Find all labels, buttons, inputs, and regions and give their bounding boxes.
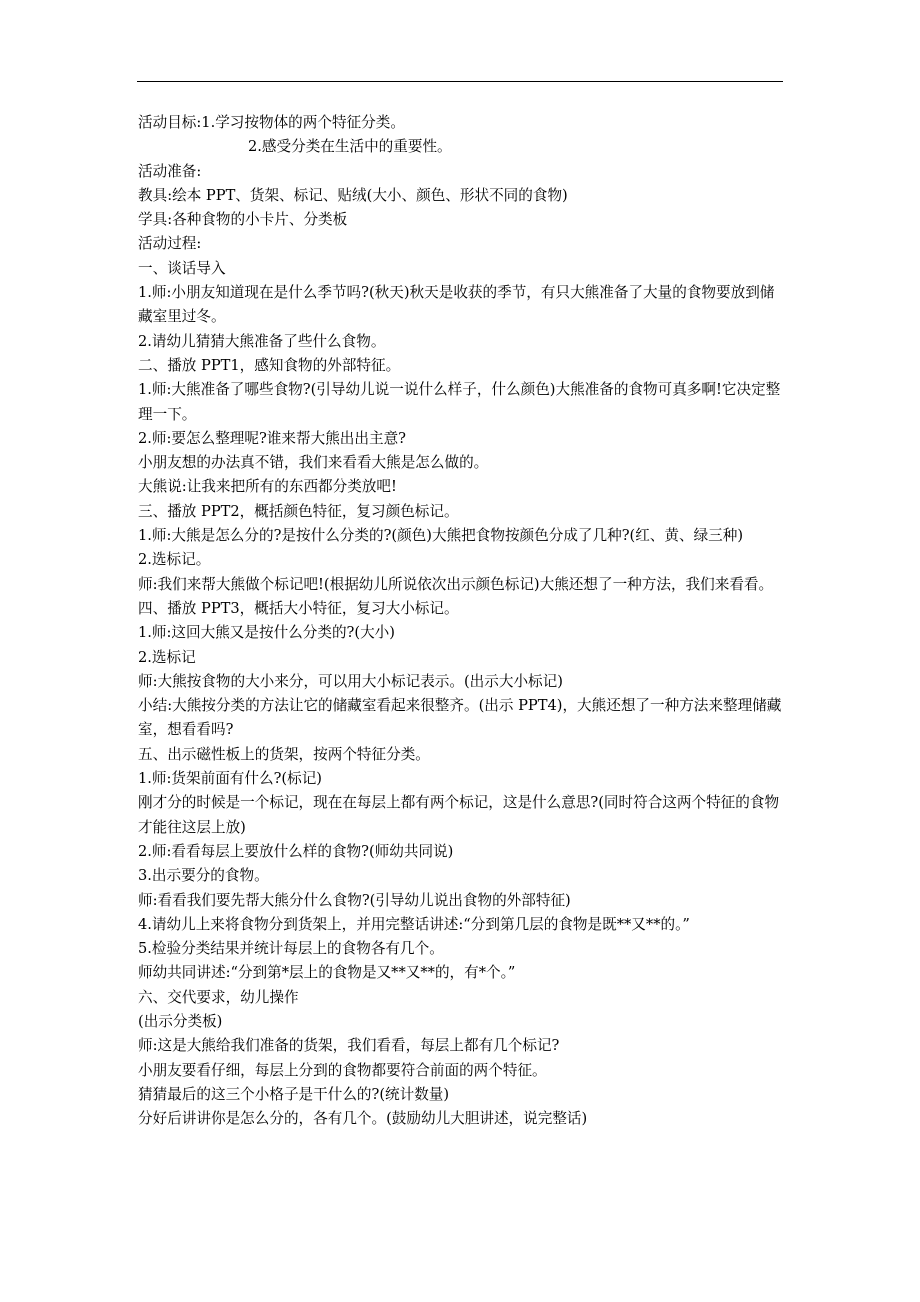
paragraph: 1.师:这回大熊又是按什么分类的?(大小) [138,624,395,642]
paragraph: 1.师:小朋友知道现在是什么季节吗?(秋天)秋天是收获的季节，有只大熊准备了大量的食物要放到储藏室里过冬。 [138,284,775,326]
paragraph: 1.师:货架前面有什么?(标记) [138,770,322,788]
paragraph-preparation-heading: 活动准备: [138,162,202,180]
header-rule [137,81,783,82]
paragraph: (出示分类板) [138,1012,223,1030]
paragraph: 2.师:要怎么整理呢?谁来帮大熊出出主意? [138,429,406,447]
paragraph: 1.师:大熊是怎么分的?是按什么分类的?(颜色)大熊把食物按颜色分成了几种?(红、黄、绿三种) [138,527,744,545]
paragraph: 2.请幼儿猜猜大熊准备了些什么食物。 [138,332,386,350]
paragraph: 2.选标记 [138,648,196,666]
paragraph: 小朋友要看仔细，每层上分到的食物都要符合前面的两个特征。 [138,1061,547,1079]
paragraph: 刚才分的时候是一个标记，现在在每层上都有两个标记，这是什么意思?(同时符合这两个特征的食物才能往这层上放) [138,794,780,836]
paragraph-teaching-aids: 教具:绘本 PPT、货架、标记、贴绒(大小、颜色、形状不同的食物) [138,186,568,204]
section-heading-5: 五、出示磁性板上的货架，按两个特征分类。 [138,745,430,763]
paragraph: 师幼共同讲述:“分到第*层上的食物是又**又**的，有*个。” [138,964,516,982]
section-heading-1: 一、谈话导入 [138,259,226,277]
paragraph: 小结:大熊按分类的方法让它的储藏室看起来很整齐。(出示 PPT4)，大熊还想了一种方法来整理储藏室，想看看吗? [138,697,782,739]
section-heading-6: 六、交代要求，幼儿操作 [138,988,299,1006]
paragraph: 师:大熊按食物的大小来分，可以用大小标记表示。(出示大小标记) [138,672,563,690]
document-body [138,111,786,1131]
paragraph: 3.出示要分的食物。 [138,867,269,885]
paragraph: 师:我们来帮大熊做个标记吧!(根据幼儿所说依次出示颜色标记)大熊还想了一种方法，我们来看看。 [138,575,774,593]
paragraph: 猜猜最后的这三个小格子是干什么的?(统计数量) [138,1085,450,1103]
paragraph-activity-goal-1: 活动目标:1.学习按物体的两个特征分类。 [138,114,405,131]
paragraph-activity-goal-2: 2.感受分类在生活中的重要性。 [248,138,452,156]
section-heading-3: 三、播放 PPT2，概括颜色特征，复习颜色标记。 [138,502,459,520]
paragraph-process-heading: 活动过程: [138,235,202,253]
paragraph: 1.师:大熊准备了哪些食物?(引导幼儿说一说什么样子，什么颜色)大熊准备的食物可真多啊!它决定整理一下。 [138,381,781,423]
paragraph: 2.选标记。 [138,551,211,569]
paragraph: 分好后讲讲你是怎么分的，各有几个。(鼓励幼儿大胆讲述，说完整话) [138,1110,588,1128]
paragraph: 小朋友想的办法真不错，我们来看看大熊是怎么做的。 [138,454,489,472]
paragraph: 师:看看我们要先帮大熊分什么食物?(引导幼儿说出食物的外部特征) [138,891,571,909]
paragraph: 师:这是大熊给我们准备的货架，我们看看，每层上都有几个标记? [138,1037,560,1055]
paragraph: 大熊说:让我来把所有的东西都分类放吧! [138,478,397,496]
paragraph: 2.师:看看每层上要放什么样的食物?(师幼共同说) [138,842,454,860]
paragraph-learning-aids: 学具:各种食物的小卡片、分类板 [138,211,348,229]
paragraph: 4.请幼儿上来将食物分到货架上，并用完整话讲述:“分到第几层的食物是既**又**的。” [138,915,690,933]
section-heading-2: 二、播放 PPT1，感知食物的外部特征。 [138,356,401,374]
section-heading-4: 四、播放 PPT3，概括大小特征，复习大小标记。 [138,599,459,617]
paragraph: 5.检验分类结果并统计每层上的食物各有几个。 [138,940,444,958]
